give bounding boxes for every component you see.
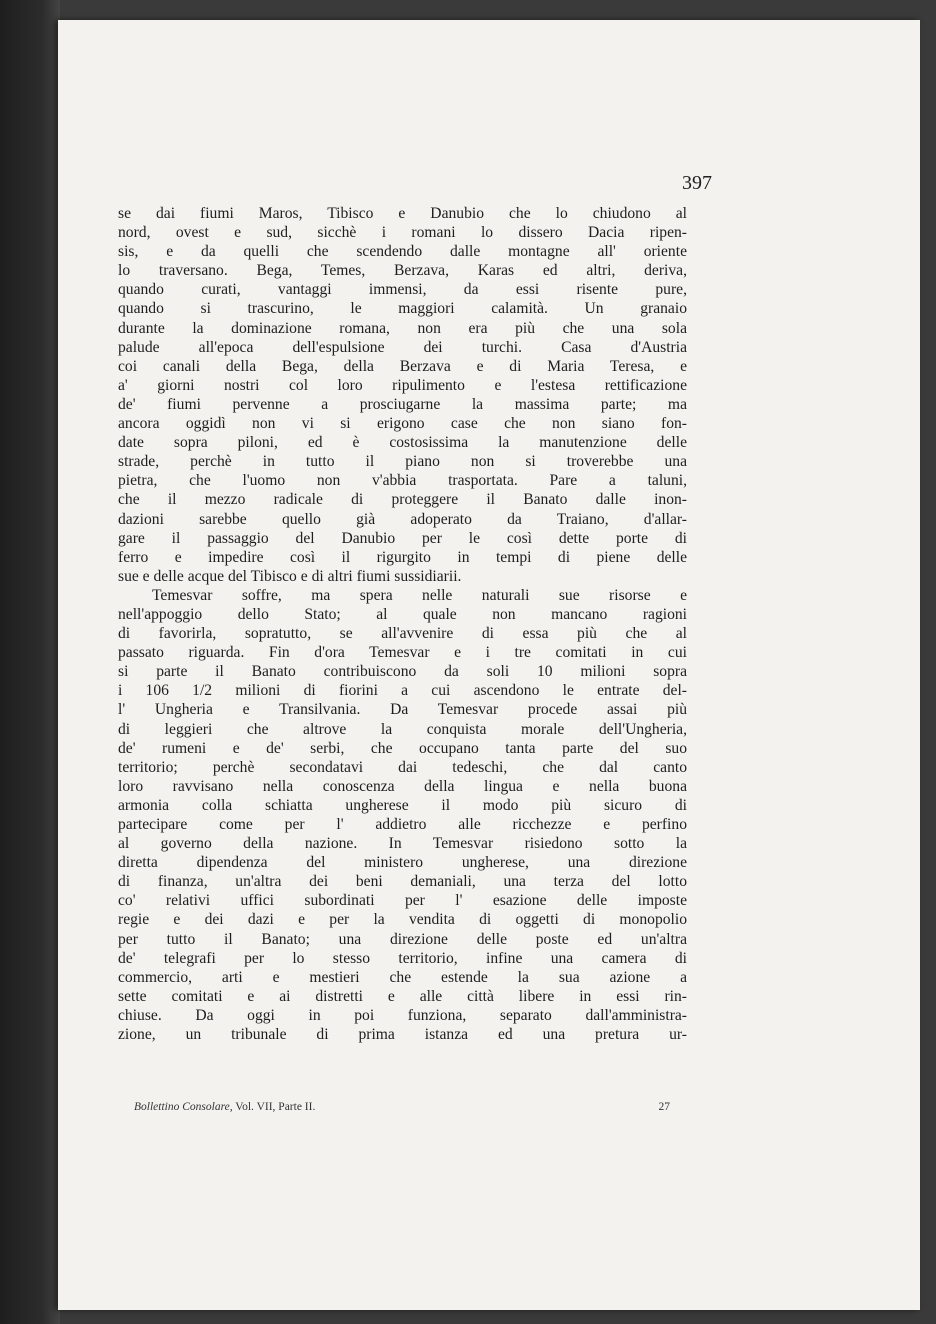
page-footer [134, 1101, 682, 1113]
text-line: loro ravvisano nella conoscenza della lingua e nella buona [118, 777, 687, 795]
text-line: palude all'epoca dell'espulsione dei turchi. Casa d'Austria [118, 338, 687, 356]
text-line: che il mezzo radicale di proteggere il Banato dalle inon- [118, 491, 687, 509]
text-line: quando curati, vantaggi immensi, da essi risente pure, [118, 281, 687, 299]
book-page [58, 20, 920, 1310]
footer-volume: Vol. VII, Parte II. [235, 1101, 316, 1113]
text-line: de' rumeni e de' serbi, che occupano tanta parte del suo [118, 739, 687, 757]
text-line: strade, perchè in tutto il piano non si troverebbe una [118, 453, 687, 471]
text-line: i 106 1/2 milioni di fiorini a cui ascendono le entrate del- [118, 682, 687, 700]
text-line: de' telegrafi per lo stesso territorio, infine una camera di [118, 949, 687, 967]
scan-edge [0, 0, 60, 1324]
text-line: armonia colla schiatta ungherese il modo più sicuro di [118, 796, 687, 814]
text-line: dazioni sarebbe quello già adoperato da Traiano, d'allar- [118, 510, 687, 528]
text-line: de' fiumi pervenne a prosciugarne la massima parte; ma [118, 395, 687, 413]
text-line: l' Ungheria e Transilvania. Da Temesvar procede assai più [118, 701, 687, 719]
footer-citation [134, 1101, 315, 1113]
text-line: ferro e impedire così il rigurgito in tempi di piene delle [118, 548, 687, 566]
text-line: diretta dipendenza del ministero ungherese, una direzione [118, 854, 687, 872]
text-line: di finanza, un'altra dei beni demaniali, una terza del lotto [118, 873, 687, 891]
text-line: quando si trascurino, le maggiori calamità. Un granaio [118, 300, 687, 318]
text-line: chiuse. Da oggi in poi funziona, separato dall'amministra- [118, 1006, 687, 1024]
text-line: date sopra piloni, ed è costosissima la manutenzione delle [118, 434, 687, 452]
text-line: di favorirla, sopratutto, se all'avvenire di essa più che al [118, 625, 687, 643]
text-line: durante la dominazione romana, non era più che una sola [118, 319, 687, 337]
page-number: 397 [682, 172, 712, 194]
text-line: sue e delle acque del Tibisco e di altri fiumi sussidiarii. [118, 567, 462, 585]
body-text [118, 204, 687, 1044]
text-line: si parte il Banato contribuiscono da soli 10 milioni sopra [118, 663, 687, 681]
text-line: passato riguarda. Fin d'ora Temesvar e i tre comitati in cui [118, 644, 687, 662]
footer-title: Bollettino Consolare, [134, 1101, 233, 1113]
text-line: sette comitati e ai distretti e alle città libere in essi rin- [118, 987, 687, 1005]
text-line: gare il passaggio del Danubio per le così dette porte di [118, 529, 687, 547]
signature-mark: 27 [658, 1101, 670, 1113]
text-line: coi canali della Bega, della Berzava e di Maria Teresa, e [118, 357, 687, 375]
text-line: nord, ovest e sud, sicchè i romani lo dissero Dacia ripen- [118, 224, 687, 242]
text-line: al governo della nazione. In Temesvar risiedono sotto la [118, 835, 687, 853]
text-line: zione, un tribunale di prima istanza ed una pretura ur- [118, 1026, 687, 1044]
text-line: pietra, che l'uomo non v'abbia trasportata. Pare a taluni, [118, 472, 687, 490]
text-line: a' giorni nostri col loro ripulimento e l'estesa rettificazione [118, 376, 687, 394]
text-line: commercio, arti e mestieri che estende la sua azione a [118, 968, 687, 986]
text-line: di leggieri che altrove la conquista morale dell'Ungheria, [118, 720, 687, 738]
paragraph-start-line: Temesvar soffre, ma spera nelle naturali sue risorse e [152, 586, 687, 604]
text-line: partecipare come per l' addietro alle ricchezze e perfino [118, 816, 687, 833]
text-line: lo traversano. Bega, Temes, Berzava, Karas ed altri, deriva, [118, 262, 687, 280]
text-line: territorio; perchè secondatavi dai tedeschi, che dal canto [118, 758, 687, 776]
text-line: co' relativi uffici subordinati per l' esazione delle imposte [118, 892, 687, 910]
text-line: se dai fiumi Maros, Tibisco e Danubio che lo chiudono al [118, 205, 687, 222]
text-line: sis, e da quelli che scendendo dalle montagne all' oriente [118, 243, 687, 261]
text-line: ancora oggidì non vi si erigono case che non siano fon- [118, 415, 687, 433]
text-line: per tutto il Banato; una direzione delle poste ed un'altra [118, 930, 687, 948]
text-line: regie e dei dazi e per la vendita di oggetti di monopolio [118, 911, 687, 929]
text-line: nell'appoggio dello Stato; al quale non mancano ragioni [118, 605, 687, 623]
